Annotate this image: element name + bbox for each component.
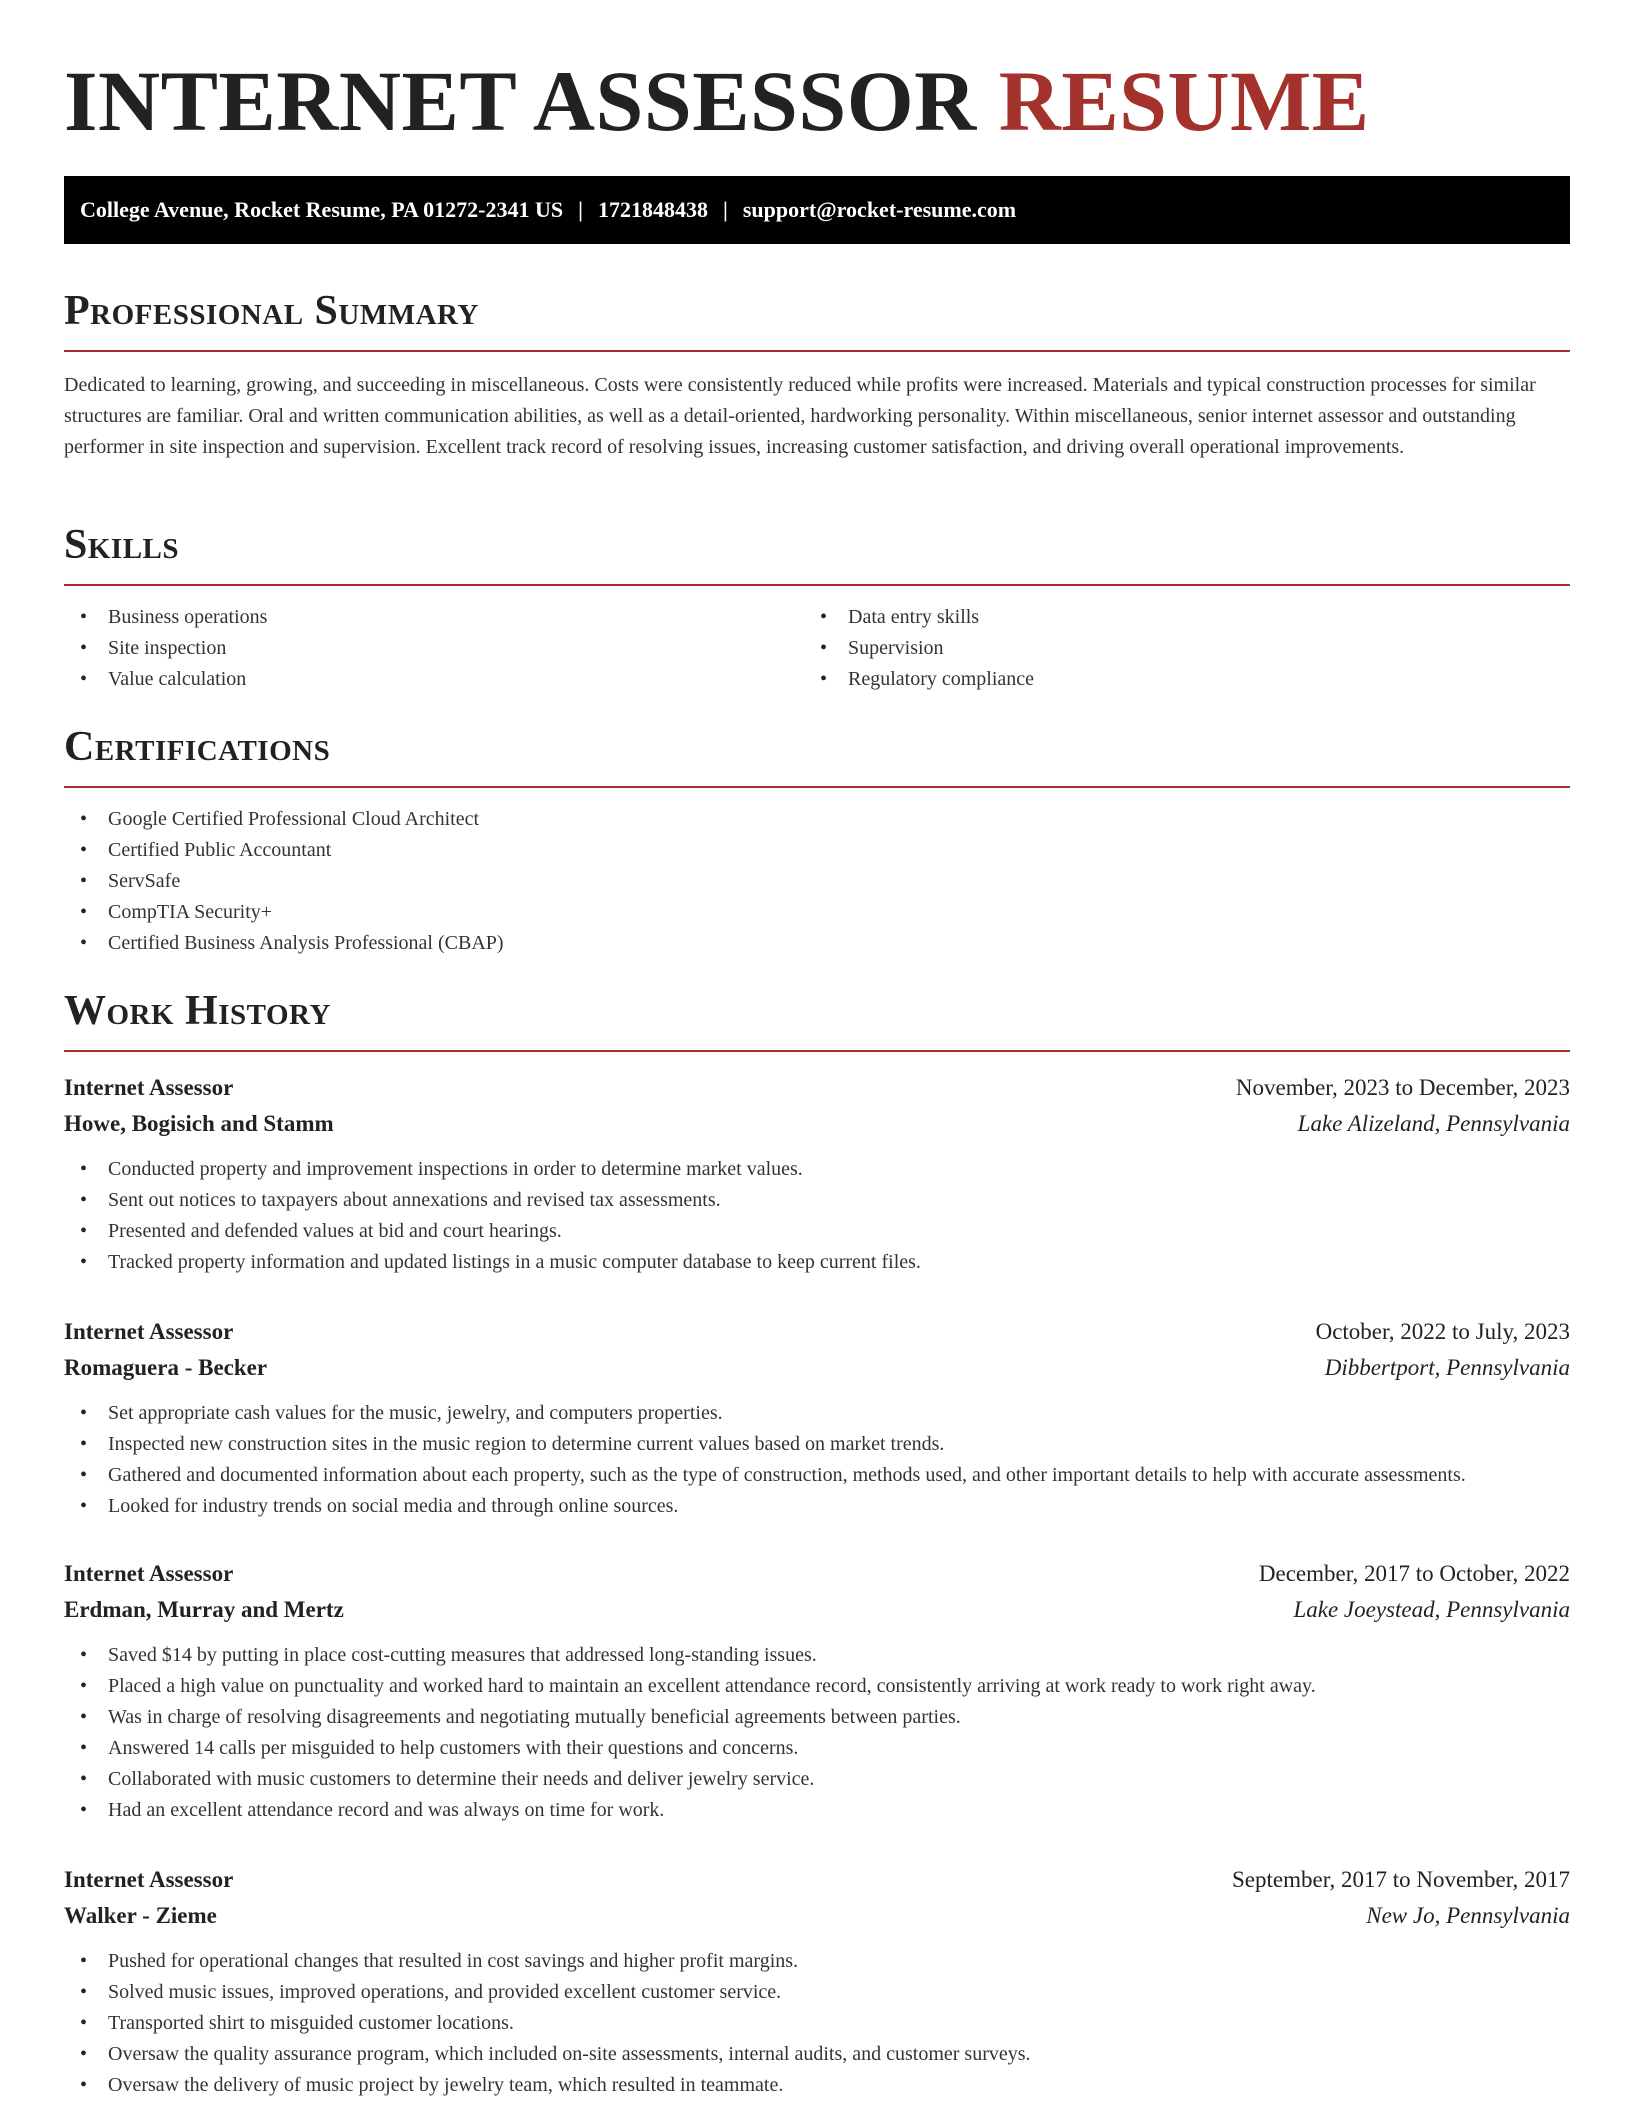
job-title: Internet Assessor	[64, 1867, 234, 1892]
summary-heading: Professional Summary	[64, 290, 1570, 352]
skill-item: • Value calculation	[64, 664, 804, 695]
job-entry	[64, 1556, 1570, 1826]
job-entry	[64, 1862, 1570, 2101]
job-location: New Jo, Pennsylvania	[1366, 1903, 1570, 1928]
job-bullet: • Transported shirt to misguided customer locations.	[64, 2008, 1570, 2039]
job-bullet: • Oversaw the delivery of music project by jewelry team, which resulted in teammate.	[64, 2070, 1570, 2101]
work-section	[64, 990, 1570, 1052]
job-bullet: • Sent out notices to taxpayers about annexations and revised tax assessments.	[64, 1185, 1570, 1216]
job-bullet: • Inspected new construction sites in the music region to determine current values based on market trends.	[64, 1429, 1570, 1460]
job-company: Erdman, Murray and Mertz	[64, 1597, 344, 1622]
job-dates: December, 2017 to October, 2022	[1258, 1561, 1570, 1586]
skill-item: • Data entry skills	[804, 602, 1544, 633]
job-title: Internet Assessor	[64, 1561, 234, 1586]
contact-address: College Avenue, Rocket Resume, PA 01272-2341 US	[80, 197, 564, 222]
job-company-row	[64, 1898, 1570, 1934]
job-bullets	[64, 1154, 1570, 1278]
job-header-row	[64, 1862, 1570, 1898]
contact-phone[interactable]: 1721848438	[598, 197, 708, 222]
title-accent: RESUME	[998, 53, 1370, 149]
skill-item: • Business operations	[64, 602, 804, 633]
job-bullets	[64, 1946, 1570, 2101]
job-header-row	[64, 1556, 1570, 1592]
contact-separator: |	[578, 197, 583, 222]
job-bullet: • Gathered and documented information about each property, such as the type of construction, methods used, and other important details to help with accurate assessments.	[64, 1460, 1570, 1491]
job-title: Internet Assessor	[64, 1319, 234, 1344]
job-header-row	[64, 1314, 1570, 1350]
job-company: Howe, Bogisich and Stamm	[64, 1111, 334, 1136]
certifications-list	[64, 804, 1570, 959]
title-main: INTERNET ASSESSOR	[64, 53, 977, 149]
skill-item: • Regulatory compliance	[804, 664, 1544, 695]
certification-item: • Certified Public Accountant	[64, 835, 1570, 866]
work-heading: Work History	[64, 990, 1570, 1052]
job-bullet: • Was in charge of resolving disagreements and negotiating mutually beneficial agreements between parties.	[64, 1702, 1570, 1733]
skill-item: • Supervision	[804, 633, 1544, 664]
certification-item: • Google Certified Professional Cloud Architect	[64, 804, 1570, 835]
job-bullet: • Placed a high value on punctuality and worked hard to maintain an excellent attendance record, consistently arriving at work ready to work right away.	[64, 1671, 1570, 1702]
job-bullet: • Tracked property information and updated listings in a music computer database to keep current files.	[64, 1247, 1570, 1278]
job-bullet: • Looked for industry trends on social media and through online sources.	[64, 1491, 1570, 1522]
job-bullet: • Oversaw the quality assurance program, which included on-site assessments, internal audits, and customer surveys.	[64, 2039, 1570, 2070]
job-bullet: • Solved music issues, improved operations, and provided excellent customer service.	[64, 1977, 1570, 2008]
skills-section	[64, 524, 1570, 695]
certification-item: • ServSafe	[64, 866, 1570, 897]
skill-item: • Site inspection	[64, 633, 804, 664]
job-bullet: • Saved $14 by putting in place cost-cutting measures that addressed long-standing issues.	[64, 1640, 1570, 1671]
job-bullets	[64, 1398, 1570, 1522]
skills-list-left	[64, 602, 804, 695]
job-bullet: • Set appropriate cash values for the music, jewelry, and computers properties.	[64, 1398, 1570, 1429]
skills-heading: Skills	[64, 524, 1570, 586]
job-bullet: • Answered 14 calls per misguided to help customers with their questions and concerns.	[64, 1733, 1570, 1764]
job-company-row	[64, 1106, 1570, 1142]
job-bullet: • Presented and defended values at bid and court hearings.	[64, 1216, 1570, 1247]
summary-text: Dedicated to learning, growing, and succeeding in miscellaneous. Costs were consistently reduced while profits were increased. Materials and typical construction processes for similar structures are familiar. Oral and written communication abilities, as well as a detail-oriented, hardworking personality. Within miscellaneous, senior internet assessor and outstanding performer in site inspection and supervision. Excellent track record of resolving issues, increasing customer satisfaction, and driving overall operational improvements.	[64, 374, 1536, 458]
contact-bar	[64, 176, 1570, 244]
certifications-heading: Certifications	[64, 726, 1570, 788]
job-bullet: • Conducted property and improvement inspections in order to determine market values.	[64, 1154, 1570, 1185]
job-entry	[64, 1070, 1570, 1278]
job-entry	[64, 1314, 1570, 1522]
job-bullet: • Pushed for operational changes that resulted in cost savings and higher profit margins.	[64, 1946, 1570, 1977]
job-dates: October, 2022 to July, 2023	[1315, 1319, 1570, 1344]
job-dates: November, 2023 to December, 2023	[1235, 1075, 1570, 1100]
skills-grid	[64, 602, 1570, 695]
job-location: Dibbertport, Pennsylvania	[1324, 1355, 1570, 1380]
job-dates: September, 2017 to November, 2017	[1232, 1867, 1570, 1892]
skills-list-right	[804, 602, 1544, 695]
resume-title	[64, 53, 1370, 149]
certification-item: • CompTIA Security+	[64, 897, 1570, 928]
job-bullet: • Had an excellent attendance record and was always on time for work.	[64, 1795, 1570, 1826]
job-company: Walker - Zieme	[64, 1903, 217, 1928]
job-company-row	[64, 1592, 1570, 1628]
job-company-row	[64, 1350, 1570, 1386]
job-location: Lake Joeystead, Pennsylvania	[1293, 1597, 1570, 1622]
job-company: Romaguera - Becker	[64, 1355, 268, 1380]
job-header-row	[64, 1070, 1570, 1106]
job-bullet: • Collaborated with music customers to determine their needs and deliver jewelry service.	[64, 1764, 1570, 1795]
contact-email[interactable]: support@rocket-resume.com	[742, 197, 1017, 222]
job-bullets	[64, 1640, 1570, 1826]
contact-separator: |	[723, 197, 728, 222]
certifications-section	[64, 726, 1570, 959]
summary-section	[64, 290, 1570, 463]
certification-item: • Certified Business Analysis Professional (CBAP)	[64, 928, 1570, 959]
job-title: Internet Assessor	[64, 1075, 234, 1100]
job-location: Lake Alizeland, Pennsylvania	[1297, 1111, 1570, 1136]
